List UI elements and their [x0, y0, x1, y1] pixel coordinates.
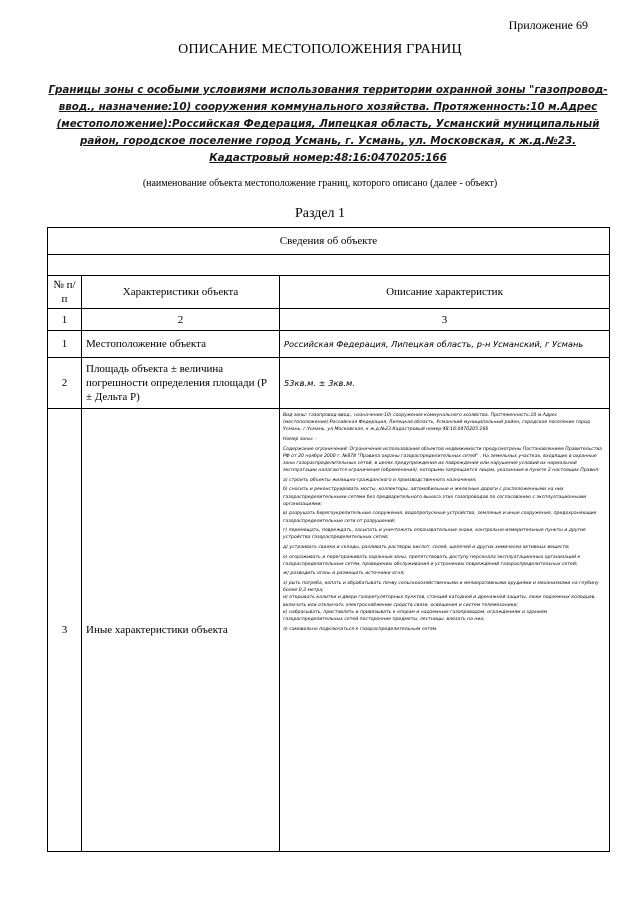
col-number-2: 2 — [82, 309, 280, 331]
row-number: 1 — [48, 331, 82, 358]
object-info-table — [47, 227, 610, 852]
restriction-item: г) перемещать, повреждать, засыпать и уничтожать опознавательные знаки, контрольно-измерительные пункты и другие устройства газораспределительных сетей; — [283, 528, 586, 541]
zone-number-text: Номер зоны: - — [283, 437, 317, 442]
other-characteristics-cell — [280, 409, 610, 852]
col-header-number: № п/п — [48, 276, 82, 309]
row-description: 53кв.м. ± 3кв.м. — [280, 358, 610, 409]
row-number: 2 — [48, 358, 82, 409]
row-description: Российская Федерация, Липецкая область, р-н Усманский, г Усмань — [280, 331, 610, 358]
table-column-numbers-row — [48, 309, 610, 331]
table-heading: Сведения об объекте — [48, 228, 610, 255]
col-header-description: Описание характеристик — [280, 276, 610, 309]
table-header-row — [48, 276, 610, 309]
row-characteristic: Местоположение объекта — [82, 331, 280, 358]
table-row — [48, 358, 610, 409]
restriction-item: л) самовольно подключаться к газораспределительным сетям. — [283, 626, 438, 632]
table-blank-row — [48, 255, 610, 276]
col-number-1: 1 — [48, 309, 82, 331]
appendix-label: Приложение 69 — [508, 18, 588, 32]
restriction-item: з) рыть погреба, копать и обрабатывать почву сельскохозяйственными и мелиоративными орудиями и механизмами на глубину более 0,3 метра; и) открывать калитки и двери газорегуляторных пунктов, станций катодной и дренажной защиты, люки подземных колодцев, включать или отключать электроснабжение средств связи, освещения и систем телемеханики; к) набрасывать, приставлять и привязывать к опорам и надземным газопроводам, ограждениям и зданиям газораспределительных сетей посторонние предметы, лестницы, влезать на них; — [283, 580, 599, 622]
restrictions-intro-text: Содержание ограничений: Ограничения использования объектов недвижимости предусмотрены Постановлением Правительства РФ от 20 ноября 2000 г. №878 "Правила охраны газораспределительных сетей" . На земельных участках, входящих в охранные зоны газораспределительных сетей, в целях предупреждения их повреждения или нарушения условий их нормальной эксплуатации налагаются ограничения (обременения), которыми запрещается лицам, указанным в пункте 2 настоящих Правил: — [283, 446, 602, 474]
row-characteristic: Площадь объекта ± величина погрешности определения площади (Р ± Дельта Р) — [82, 358, 280, 409]
row-characteristic: Иные характеристики объекта — [82, 409, 280, 852]
caption: (наименование объекта местоположение границ, которого описано (далее - объект) — [142, 178, 498, 189]
restriction-item: е) огораживать и перегораживать охранные зоны, препятствовать доступу персонала эксплуатационных организаций к газораспределительным сетям, проведению обслуживания и устранению повреждений газораспределительных сетей; — [283, 554, 581, 567]
zone-description: Границы зоны с особыми условиями использования территории охранной зоны "газопровод-ввод., назначение:10) сооружения коммунального хозяйства. Протяженность:10 м.Адрес (местоположение):Российская Федерация, Липецкая область, Усманский муниципальный район, городское поселение город Усмань, г. Усмань, ул. Московская, к ж.д.№23. Кадастровый номер:48:16:0470205:166 — [48, 84, 608, 164]
col-number-3: 3 — [280, 309, 610, 331]
row-number: 3 — [48, 409, 82, 852]
col-header-characteristic: Характеристики объекта — [82, 276, 280, 309]
restriction-item: б) сносить и реконструировать мосты, коллекторы, автомобильные и железные дороги с расположенными на них газораспределительными сетями без предварительного выноса этих газопроводов по согласованию с эксплуатационными организациями; — [283, 487, 587, 507]
zone-type-text: Вид зоны: газопровод-ввод., назначение:10) сооружения коммунального хозяйства. Протяженность:10 м.Адрес (местоположение):Российская Федерация, Липецкая область, Усманский муниципальный район, городское поселение город Усмань, г.Усмань, ул.Московская, к ж.д.№23.Кадастровый номер:48:16:0470205:166 — [283, 413, 590, 433]
section-title: Раздел 1 — [294, 206, 346, 221]
restriction-item: ж) разводить огонь и размещать источники огня; — [283, 571, 405, 577]
restriction-item: в) разрушать берегоукрепительные сооружения, водопропускные устройства, земляные и иные сооружения, предохраняющие газораспределительные сети от разрушений; — [283, 511, 597, 524]
restriction-item: а) строить объекты жилищно-гражданского и производственного назначения; — [283, 477, 477, 483]
page-title: ОПИСАНИЕ МЕСТОПОЛОЖЕНИЯ ГРАНИЦ — [178, 42, 462, 57]
table-row — [48, 409, 610, 852]
table-row — [48, 331, 610, 358]
restriction-item: д) устраивать свалки и склады, разливать растворы кислот, солей, щелочей и других химически активных веществ; — [283, 544, 570, 550]
